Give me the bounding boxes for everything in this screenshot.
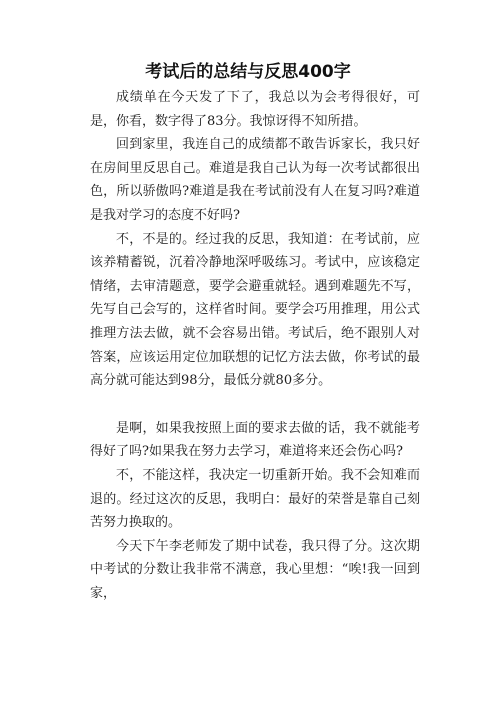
paragraph: 是啊，如果我按照上面的要求去做的话，我不就能考得好了吗?如果我在努力去学习，难道将来还会伤心吗? [90,420,420,460]
document-body [90,86,420,605]
paragraph: 回到家里，我连自己的成绩都不敢告诉家长，我只好在房间里反思自己。难道是我自己认为每一次考试都很出色，所以骄傲吗?难道是我在考试前没有人在复习吗?难道是我对学习的态度不好吗? [90,137,420,223]
document-title: 考试后的总结与反思400字 [145,62,351,82]
paragraph-gap [90,393,420,417]
paragraph: 今天下午李老师发了期中试卷，我只得了分。这次期中考试的分数让我非常不满意，我心里想：“唉!我一回到家， [90,538,420,601]
paragraph: 不，不能这样，我决定一切重新开始。我不会知难而退的。经过这次的反思，我明白：最好的荣誉是靠自己刻苦努力换取的。 [90,467,420,531]
paragraph: 成绩单在今天发了下了，我总以为会考得很好，可是，你看，数字得了83分。我惊讶得不知所措。 [90,90,420,129]
paragraph: 不，不是的。经过我的反思，我知道：在考试前，应该养精蓄锐，沉着冷静地深呼吸练习。考试中，应该稳定情绪，去审清题意，要学会避重就轻。遇到难题先不写，先写自己会写的，这样省时间。要学会巧用推理，用公式推理方法去做，就不会容易出错。考试后，绝不跟别人对答案，应该运用定位加联想的记忆方法去做，你考试的最高分就可能达到98分，最低分就80多分。 [90,231,420,389]
